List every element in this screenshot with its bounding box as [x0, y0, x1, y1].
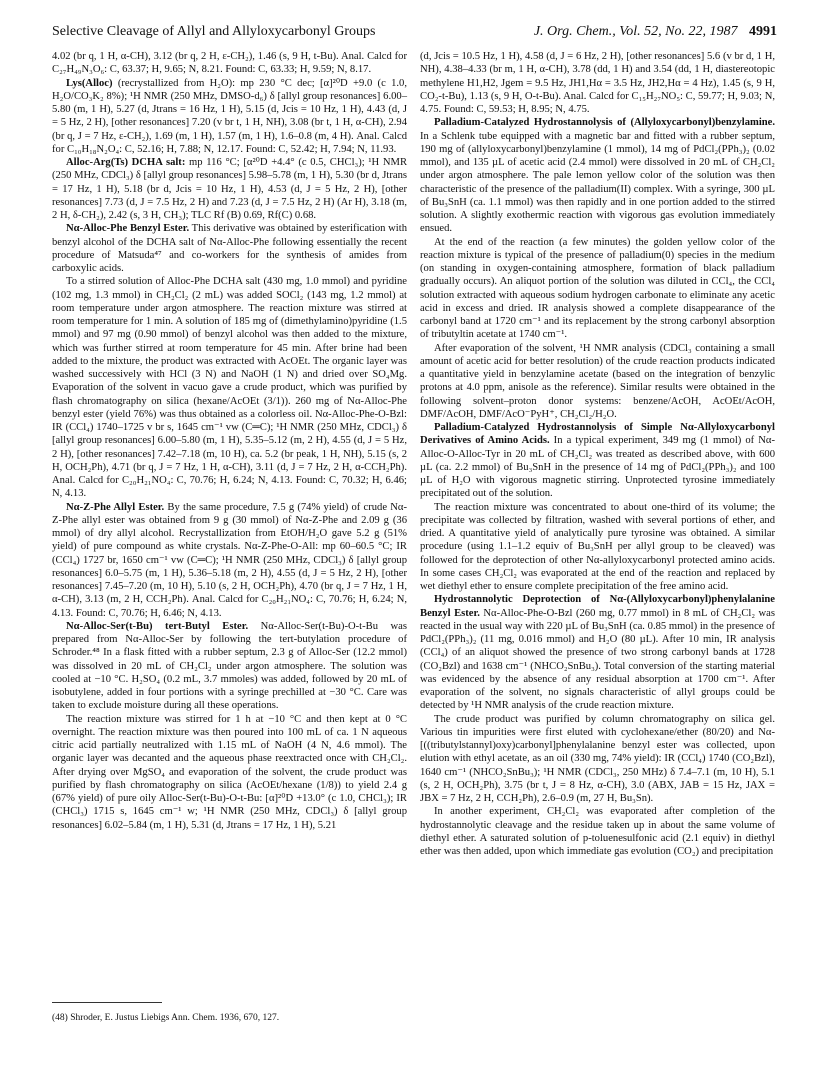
paragraph [52, 501, 407, 620]
paragraph [52, 713, 407, 832]
paragraph-heading: Palladium-Catalyzed Hydrostannolysis of Simple Nα-Allyloxycarbonyl Derivatives of Amino Acids. [420, 422, 775, 447]
paragraph [420, 593, 775, 712]
paragraph [420, 421, 775, 501]
paragraph-text: By the same procedure, 7.5 g (74% yield) of crude Nα-Z-Phe allyl ester was obtained from 9 g (30 mmol) of Nα-Z-Phe and 2.09 g (36 mmol) of dry allyl alcohol. Recrystallization from EtOH/H₂O gave 5.2 g (51% yield) of pure compound as white crystals. Nα-Z-Phe-O-All: mp 60–60.5 °C; IR (CCl₄) 1727 br, 1650 cm⁻¹ vw (C═C); ¹H NMR (250 MHz, CDCl₃) δ [allyl group resonances] 6.0–5.75 (m, 1 H), 5.36–5.18 (m, 2 H), 4.55 (d, J = 5 Hz, 2 H), [other resonances] 7.45–7.20 (m, 10 H), 5.10 (s, 2 H, OCH₂Ph), 4.70 (br q, J = 7 Hz, 1 H, α-CH), 3.13 (m, 2 H, CCH₂Ph). Anal. Calcd for C₂₀H₂₁NO₄: C, 70.76; H, 6.24; N, 4.13. Found: C, 70.76; H, 6.46; N, 4.13. [52, 501, 407, 619]
paragraph-text: At the end of the reaction (a few minutes) the golden yellow color of the reaction mixture is typical of the presence of palladium(0) species in the medium (on standing in oxygen-containing atmosphere, formation of black palladium gradually occurs). An aliquot portion of the solution was diluted in CCl₄, the CCl₄ solution extracted with aqueous sodium hydrogen carbonate to eliminate any acetic acid in excess and dried. IR analysis showed a complete disappearance of the carbonyl band at 1720 cm⁻¹ and its replacement by the strong carbonyl absorption of tributyltin acetate at 1740 cm⁻¹. [420, 236, 775, 341]
paragraph-text: This derivative was obtained by esterification with benzyl alcohol of the DCHA salt of Nα-Alloc-Phe following essentially the recent procedure of Matsuda⁴⁷ and co-workers for the synthesis of amides from carboxylic acids. [52, 223, 407, 274]
paragraph-text: Nα-Alloc-Ser(t-Bu)-O-t-Bu was prepared from Nα-Alloc-Ser by following the tert-butylation procedure of Schroder.⁴⁸ In a flask fitted with a rubber septum, 2.3 g of Alloc-Ser (12.2 mmol) was dissolved in 20 mL of CH₂Cl₂ under argon atmosphere. The solution was cooled at −10 °C. H₂SO₄ (0.2 mL, 3.7 mmoles) was added, followed by 20 mL of isobutylene, added in four portions with a syringe prechilled at −30 °C. Care was taken to exclude moisture during all these operations. [52, 620, 407, 712]
paragraph [420, 501, 775, 594]
paragraph-text: Nα-Alloc-Phe-O-Bzl (260 mg, 0.77 mmol) in 8 mL of CH₂Cl₂ was reacted in the usual way with 220 µL of Bu₃SnH (ca. 0.85 mmol) in the presence of PdCl₂(PPh₃)₂ (11 mg, 0.016 mmol) and H₂O (80 µL). After 10 min, IR analysis (CCl₄) of an aliquot showed the presence of two strong carbonyl bands at 1728 (CO₂Bzl) and 1638 cm⁻¹ (NHCO₂SnBu₃). Total conversion of the starting material was evidenced by the absence of any residual absorption at 1700 cm⁻¹. After evaporation of the solvent, no signals characteristic of allyl groups could be detected by ¹H NMR analysis of the crude reaction mixture. [420, 607, 775, 712]
paragraph [52, 156, 407, 222]
paragraph-heading: Nα-Alloc-Phe Benzyl Ester. [66, 223, 190, 235]
journal-name: J. Org. Chem., Vol. 52, No. 22, 1987 [533, 24, 738, 39]
paragraph-text: To a stirred solution of Alloc-Phe DCHA salt (430 mg, 1.0 mmol) and pyridine (102 mg, 1.3 mmol) in CH₂Cl₂ (2 mL) was added SOCl₂ (143 mg, 1.2 mmol) at room temperature under argon atmosphere. The reaction mixture was stirred at room temperature for 1 min. A solution of 185 mg of (dimethylamino)pyridine (1.5 mmol) and 97 mg (0.90 mmol) of benzyl alcohol was then added to the mixture, which was further stirred at room temperature for 45 min. After brine had been added to the mixture, the product was extracted with AcOEt. The organic layer was washed successively with HCl (3 N) and NaOH (1 N) and dried over SO₄Mg. Evaporation of the solvent in vacuo gave a crude product, which was purified by flash chromatography on silica (hexane/AcOEt (3/1)). 260 mg of Nα-Alloc-Phe benzyl ester (yield 76%) was thus obtained as a colorless oil. Nα-Alloc-Phe-O-Bzl: IR (CCl₄) 1740–1725 v br s, 1645 cm⁻¹ vw (C═C); ¹H NMR (250 MHz, CDCl₃) δ [allyl group resonances] 6.00–5.80 (m, 1 H), 5.35–5.12 (m, 2 H), 4.55 (d, J = 5 Hz, 2 H), [other resonances] 7.42–7.18 (m, 10 H), ca. 5.2 (br peak, 1 H, NH), 5.15 (s, 2 H, OCH₂Ph), 4.71 (br q, J = 7 Hz, 1 H, α-CH), 3.11 (d, J = 7 Hz, 2 H, α-CCH₂Ph). Anal. Calcd for C₂₀H₂₁NO₄: C, 70.76; H, 6.24; N, 4.13. Found: C, 70.32; H, 6.46; N, 4.13. [52, 276, 407, 500]
paragraph-heading: Palladium-Catalyzed Hydrostannolysis of (Allyloxycarbonyl)benzylamine. [434, 117, 775, 129]
paragraph-text: After evaporation of the solvent, ¹H NMR analysis (CDCl₃ containing a small amount of acetic acid for better resolution) of the crude reaction products indicated a quantitative yield in benzylamine acetate (based on the integration of benzylic protons at 4.0 ppm, anisole as the reference). Similar results were obtained in the following solvent–proton donor systems: benzene/AcOH, AcOEt/AcOH, DMF/AcOH, DMF/AcO⁻PyH⁺, CH₂Cl₂/H₂O. [420, 342, 775, 420]
paragraph [52, 50, 407, 77]
paragraph [52, 77, 407, 157]
running-header [52, 24, 777, 42]
page-number: 4991 [749, 24, 777, 39]
paragraph-text: The reaction mixture was concentrated to about one-third of its volume; the precipitate was collected by filtration, washed with several portions of ether, and dried. A quantitative yield of analytically pure tyrosine was obtained. A similar procedure (using 1.1–1.2 equiv of Bu₃SnH per allyl group to be cleaved) was followed for the deprotection of other Nα-allyloxycarbonyl protected amino acids. In some cases CH₂Cl₂ was evaporated at the end of the reaction and replaced by wet diethyl ether to ensure complete precipitation of the free amino acid. [420, 501, 775, 592]
paragraph-text: The reaction mixture was stirred for 1 h at −10 °C and then kept at 0 °C overnight. The reaction mixture was then poured into 100 mL of ca. 1 N aqueous citric acid partially neutralized with 1.15 mL of NaOH (4 N, 4.6 mmol). The organic layer was decanted and the aqueous phase reextracted once with CH₂Cl₂. After drying over MgSO₄ and evaporation of the solvent, the crude product was purified by flash chromatography on silica (AcOEt/hexane (1/8)) to yield 2.4 g (67% yield) of pure oily Alloc-Ser(t-Bu)-O-t-Bu: [α]²⁰D +13.0° (c 1.0, CHCl₃); IR (CHCl₃) 1715 s, 1645 cm⁻¹ w; ¹H NMR (250 MHz, CDCl₃) δ [allyl group resonances] 6.02–5.84 (m, 1 H), 5.31 (d, Jtrans = 17 Hz, 1 H), 5.21 [52, 713, 407, 831]
journal-citation [534, 24, 777, 40]
paragraph-heading: Nα-Alloc-Ser(t-Bu) tert-Butyl Ester. [66, 620, 249, 632]
paragraph [420, 236, 775, 342]
paragraph [420, 805, 775, 858]
paragraph-text: In another experiment, CH₂Cl₂ was evaporated after completion of the hydrostannolytic cleavage and the residue taken up in about the same volume of diethyl ether. A saturated solution of p-toluenesulfonic acid (2.1 equiv) in diethyl ether was then added, upon which immediate gas evolution (CO₂) and precipitation [420, 806, 775, 857]
paragraph-heading: Hydrostannolytic Deprotection of Nα-(Allyloxycarbonyl)phenylalanine Benzyl Ester. [420, 594, 775, 619]
paragraph-heading: Alloc-Arg(Ts) DCHA salt: [66, 157, 186, 168]
paragraph-heading: Lys(Alloc) [66, 77, 113, 89]
paragraph [52, 275, 407, 500]
paragraph-text: In a Schlenk tube equipped with a magnetic bar and fitted with a rubber septum, 190 mg of (allyloxycarbonyl)benzylamine (1 mmol), 14 mg of PdCl₂(PPh₃)₂ (0.02 mmol), and 135 µL of acetic acid (2.4 mmol) were dissolved in 20 mL of CH₂Cl₂ under argon atmosphere. The pale lemon yellow color of the solution was then characteristic of the presence of the palladium(II) complex. With a syringe, 300 µL of Bu₃SnH (ca. 1.1 mmol) was then rapidly and in one portion added to the stirred solution. A slightly exothermic reaction with vigorous gas evolution immediately ensued. [420, 130, 775, 235]
footnote-rule [52, 1002, 162, 1003]
running-title: Selective Cleavage of Allyl and Allyloxycarbonyl Groups [52, 24, 376, 39]
paragraph [52, 620, 407, 713]
paragraph [420, 116, 775, 235]
paragraph [52, 222, 407, 275]
right-column [420, 50, 775, 858]
paragraph-text: The crude product was purified by column chromatography on silica gel. Various tin impurities were first eluted with cyclohexane/ether (80/20) and Nα-[((tributylstannyl)oxy)carbonyl]phenylalanine benzyl ester was collected, upon elution with ethyl acetate, as an oil (330 mg, 74% yield): IR (CCl₄) 1740 (CO₂Bzl), 1640 cm⁻¹ (NHCO₂SnBu₃); ¹H NMR (CDCl₃, 250 MHz) δ 7.4–7.1 (m, 10 H), 5.1 (s, 2 H, OCH₂Ph), 3.75 (br t, J = 8 Hz, α-CH), 3.0 (ABX, JAB = 15 Hz, JAX = JBX = 7 Hz, 2 H, CCH₂Ph), 2.6–0.9 (m, 27 H, Bu₃Sn). [420, 713, 775, 804]
paragraph-text: (recrystallized from H₂O): mp 230 °C dec; [α]²⁰D +9.0 (c 1.0, H₂O/CO₃K₂ 8%); ¹H NMR (250 MHz, DMSO-d₆) δ [allyl group resonances] 6.00–5.80 (m, 1 H), 5.27 (d, Jtrans = 16 Hz, 1 H), 5.15 (d, Jcis = 10 Hz, 1 H), 4.43 (d, J = 5 Hz, 2 H), [other resonances] 7.20 (v br t, 1 H, NH), 3.08 (br t, 1 H, α-CH), 2.94 (br q, J = 7 Hz, ε-CH₂), 1.69 (m, 1 H), 1.57 (m, 1 H), 1.6–0.8 (m, 4 H). Anal. Calcd for C₁₀H₁₈N₂O₄: C, 52.16; H, 7.88; N, 12.17. Found: C, 52.42; H, 7.94; N, 11.93. [52, 77, 407, 155]
paragraph [420, 342, 775, 422]
left-column [52, 50, 407, 832]
paragraph-text: (d, Jcis = 10.5 Hz, 1 H), 4.58 (d, J = 6 Hz, 2 H), [other resonances] 5.6 (v br d, 1 H, NH), 4.38–4.33 (br m, 1 H, α-CH), 3.78 (dd, 1 H) and 3.54 (dd, 1 H, diastereotopic methylene H1,H2, Jgem = 9.5 Hz, JH1,Hα = 3.5 Hz, JH2,Hα = 4 Hz), 1.45 (s, 9 H, CO₂-t-Bu), 1.13 (s, 9 H, O-t-Bu). Anal. Calcd for C₁₅H₂₇NO₅: C, 59.77; H, 9.03; N, 4.75. Found: C, 59.53; H, 8.95; N, 4.75. [420, 51, 775, 115]
paragraph-text: mp 116 °C; [α²⁰D +4.4° (c 0.5, CHCl₃); ¹H NMR (250 MHz, CDCl₃) δ [allyl group resonances] 5.98–5.78 (m, 1 H), 5.30 (br d, Jtrans = 17 Hz, 1 H), 5.18 (br d, Jcis = 10 Hz, 1 H), 4.53 (d, J = 5 Hz, 2 H), [other resonances] 7.73 (d, J = 7.5 Hz, 2 H) and 7.23 (d, J = 7.5 Hz, 2 H) (Ar H), 3.18 (m, 2 H, δ-CH₂), 2.42 (s, 3 H, CH₃); TLC Rf (B) 0.69, Rf(C) 0.68. [52, 157, 408, 221]
paragraph-text: 4.02 (br q, 1 H, α-CH), 3.12 (br q, 2 H, ε-CH₂), 1.46 (s, 9 H, t-Bu). Anal. Calcd for C₂₇H₄₉N₃O₆: C, 63.37; H, 9.65; N, 8.21. Found: C, 63.33; H, 9.59; N, 8.17. [52, 51, 407, 76]
paragraph-text: In a typical experiment, 349 mg (1 mmol) of Nα-Alloc-O-Alloc-Tyr in 20 mL of CH₂Cl₂ was treated as described above, with 600 µL (ca. 2.2 mmol) of Bu₃SnH in the presence of 14 mg of PdCl₂(PPh₃)₂ and 100 µL of H₂O with vigorous magnetic stirring. Unprotected tyrosine immediately precipitated out of the solution. [420, 435, 775, 500]
footnote: (48) Shroder, E. Justus Liebigs Ann. Chem. 1936, 670, 127. [52, 1013, 280, 1023]
paragraph-heading: Nα-Z-Phe Allyl Ester. [66, 501, 165, 513]
paragraph [420, 713, 775, 806]
paragraph [420, 50, 775, 116]
